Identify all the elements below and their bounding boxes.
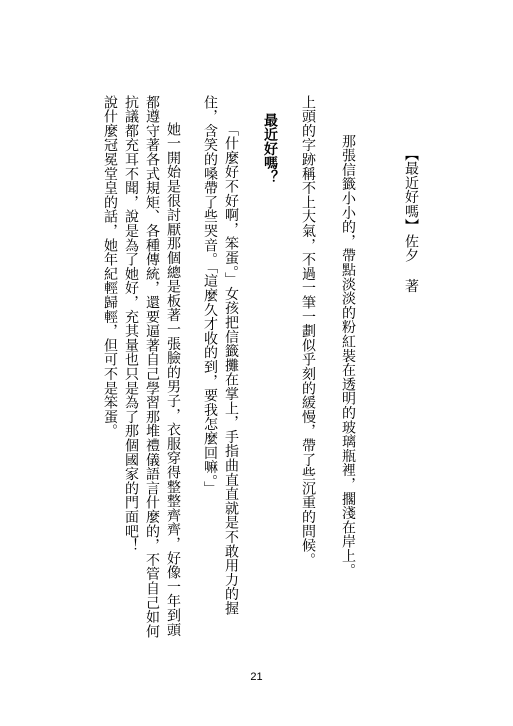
page-number: 21	[250, 671, 263, 683]
paragraph-line: 「什麼好不好啊，笨蛋。」女孩把信籤攤在掌上，手指曲直直就是不敢用力的握	[223, 122, 239, 616]
paragraph-line: 抗議都充耳不聞，說是為了她好，充其量也只是為了那個國家的門面吧！	[123, 95, 139, 553]
paragraph-line: 說什麼冠冕堂皇的話，她年紀輕歸輕，但可不是笨蛋。	[102, 95, 118, 439]
paragraph-line: 上頭的字跡稱不上大氣，不過一筆一劃似乎刻的緩慢，帶了些沉重的問候。	[300, 95, 316, 567]
paragraph-line: 那張信籤小小的，帶點淡淡的粉紅裝在透明的玻璃瓶裡，擱淺在岸上。	[340, 134, 356, 578]
chapter-title: 【最近好嗎】	[403, 147, 419, 233]
paragraph-line: 住，含笑的嗓帶了些哭音。「這麼久才收的到，要我怎麼回嘛。」	[202, 95, 218, 496]
paragraph-line: 她一開始是很討厭那個總是板著一張臉的男子，衣服穿得整整齊齊，好像一年到頭	[165, 122, 181, 637]
author-credit: 佐夕 著	[403, 234, 419, 294]
section-heading: 最近好嗎？	[262, 113, 278, 185]
paragraph-line: 都遵守著各式規矩、各種傳統，還要逼著自己學習那堆禮儀語言什麼的，不管自己如何	[144, 95, 160, 639]
